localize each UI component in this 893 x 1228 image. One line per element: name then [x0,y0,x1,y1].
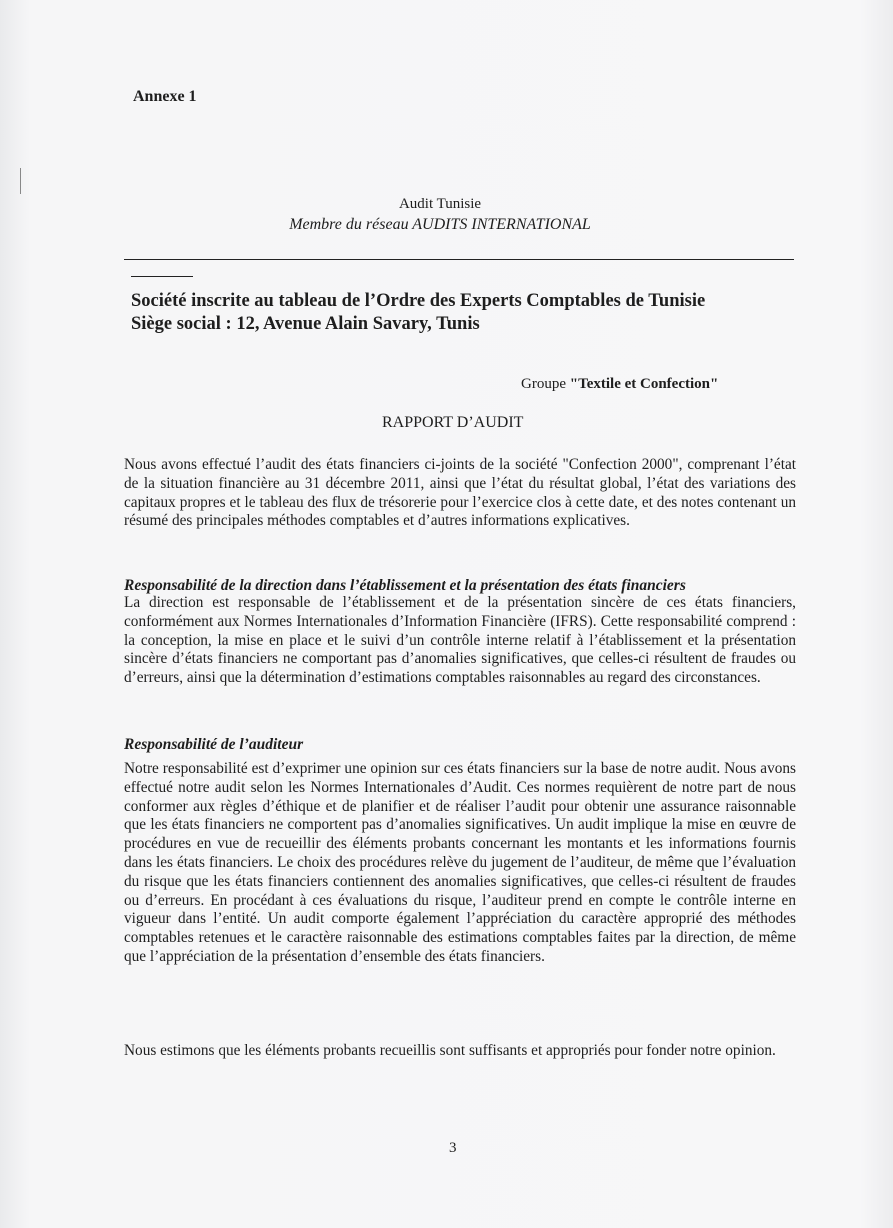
society-registration: Société inscrite au tableau de l’Ordre des Experts Comptables de Tunisie [131,291,706,311]
conclusion-paragraph: Nous estimons que les éléments probants recueillis sont suffisants et appropriés pour fonder notre opinion. [124,1042,776,1059]
management-paragraph: La direction est responsable de l’établissement et de la présentation sincère de ces états financiers, conformément aux Normes Internationales d’Information Financière (IFRS). Cette responsabilité comprend : la conception, la mise en place et le suivi d’un contrôle interne relatif à l’établissement et la présentation sincère d’états financiers ne comportant pas d’anomalies significatives, que celles-ci résultent de fraudes ou d’erreurs, ainsi que la détermination d’estimations comptables raisonnables au regard des circonstances. [124,594,796,687]
group-name: "Textile et Confection" [569,376,719,392]
firm-name: Audit Tunisie [398,196,482,212]
intro-paragraph: Nous avons effectué l’audit des états financiers ci-joints de la société "Confection 2000", comprenant l’état de la situation financière au 31 décembre 2011, ainsi que l’état du résultat global, l’état des variations des capitaux propres et le tableau des flux de trésorerie pour l’exercice clos à cette date, et des notes contenant un résumé des principales méthodes comptables et d’autres informations explicatives. [124,456,796,530]
society-info [131,290,705,336]
annexe-label: Annexe 1 [133,88,197,105]
society-address: Siège social : 12, Avenue Alain Savary, Tunis [131,314,480,334]
group-label [521,376,718,393]
group-prefix: Groupe [521,376,570,392]
auditor-paragraph: Notre responsabilité est d’exprimer une opinion sur ces états financiers sur la base de notre audit. Nous avons effectué notre audit selon les Normes Internationales d’Audit. Ces normes requièrent de notre part de nous conformer aux règles d’éthique et de planifier et de réaliser l’audit pour obtenir une assurance raisonnable que les états financiers ne comportent pas d’anomalies significatives. Un audit implique la mise en œuvre de procédures en vue de recueillir des éléments probants concernant les montants et les informations fournis dans les états financiers. Le choix des procédures relève du jugement de l’auditeur, de même que l’évaluation du risque que les états financiers contiennent des anomalies significatives, que celles-ci résultent de fraudes ou d’erreurs. En procédant à ces évaluations du risque, l’auditeur prend en compte le contrôle interne en vigueur dans l’entité. Un audit comporte également l’appréciation du caractère approprié des méthodes comptables retenues et le caractère raisonnable des estimations comptables faites par la direction, de même que l’appréciation de la présentation d’ensemble des états financiers. [124,760,796,965]
management-heading: Responsabilité de la direction dans l’établissement et la présentation des états financiers [124,577,686,594]
header-divider [124,259,794,260]
firm-network: Membre du réseau AUDITS INTERNATIONAL [289,216,591,233]
scan-mark [20,168,21,194]
page-number: 3 [449,1140,457,1156]
short-divider [131,276,193,277]
report-title: RAPPORT D’AUDIT [382,414,524,431]
auditor-heading: Responsabilité de l’auditeur [124,736,304,753]
